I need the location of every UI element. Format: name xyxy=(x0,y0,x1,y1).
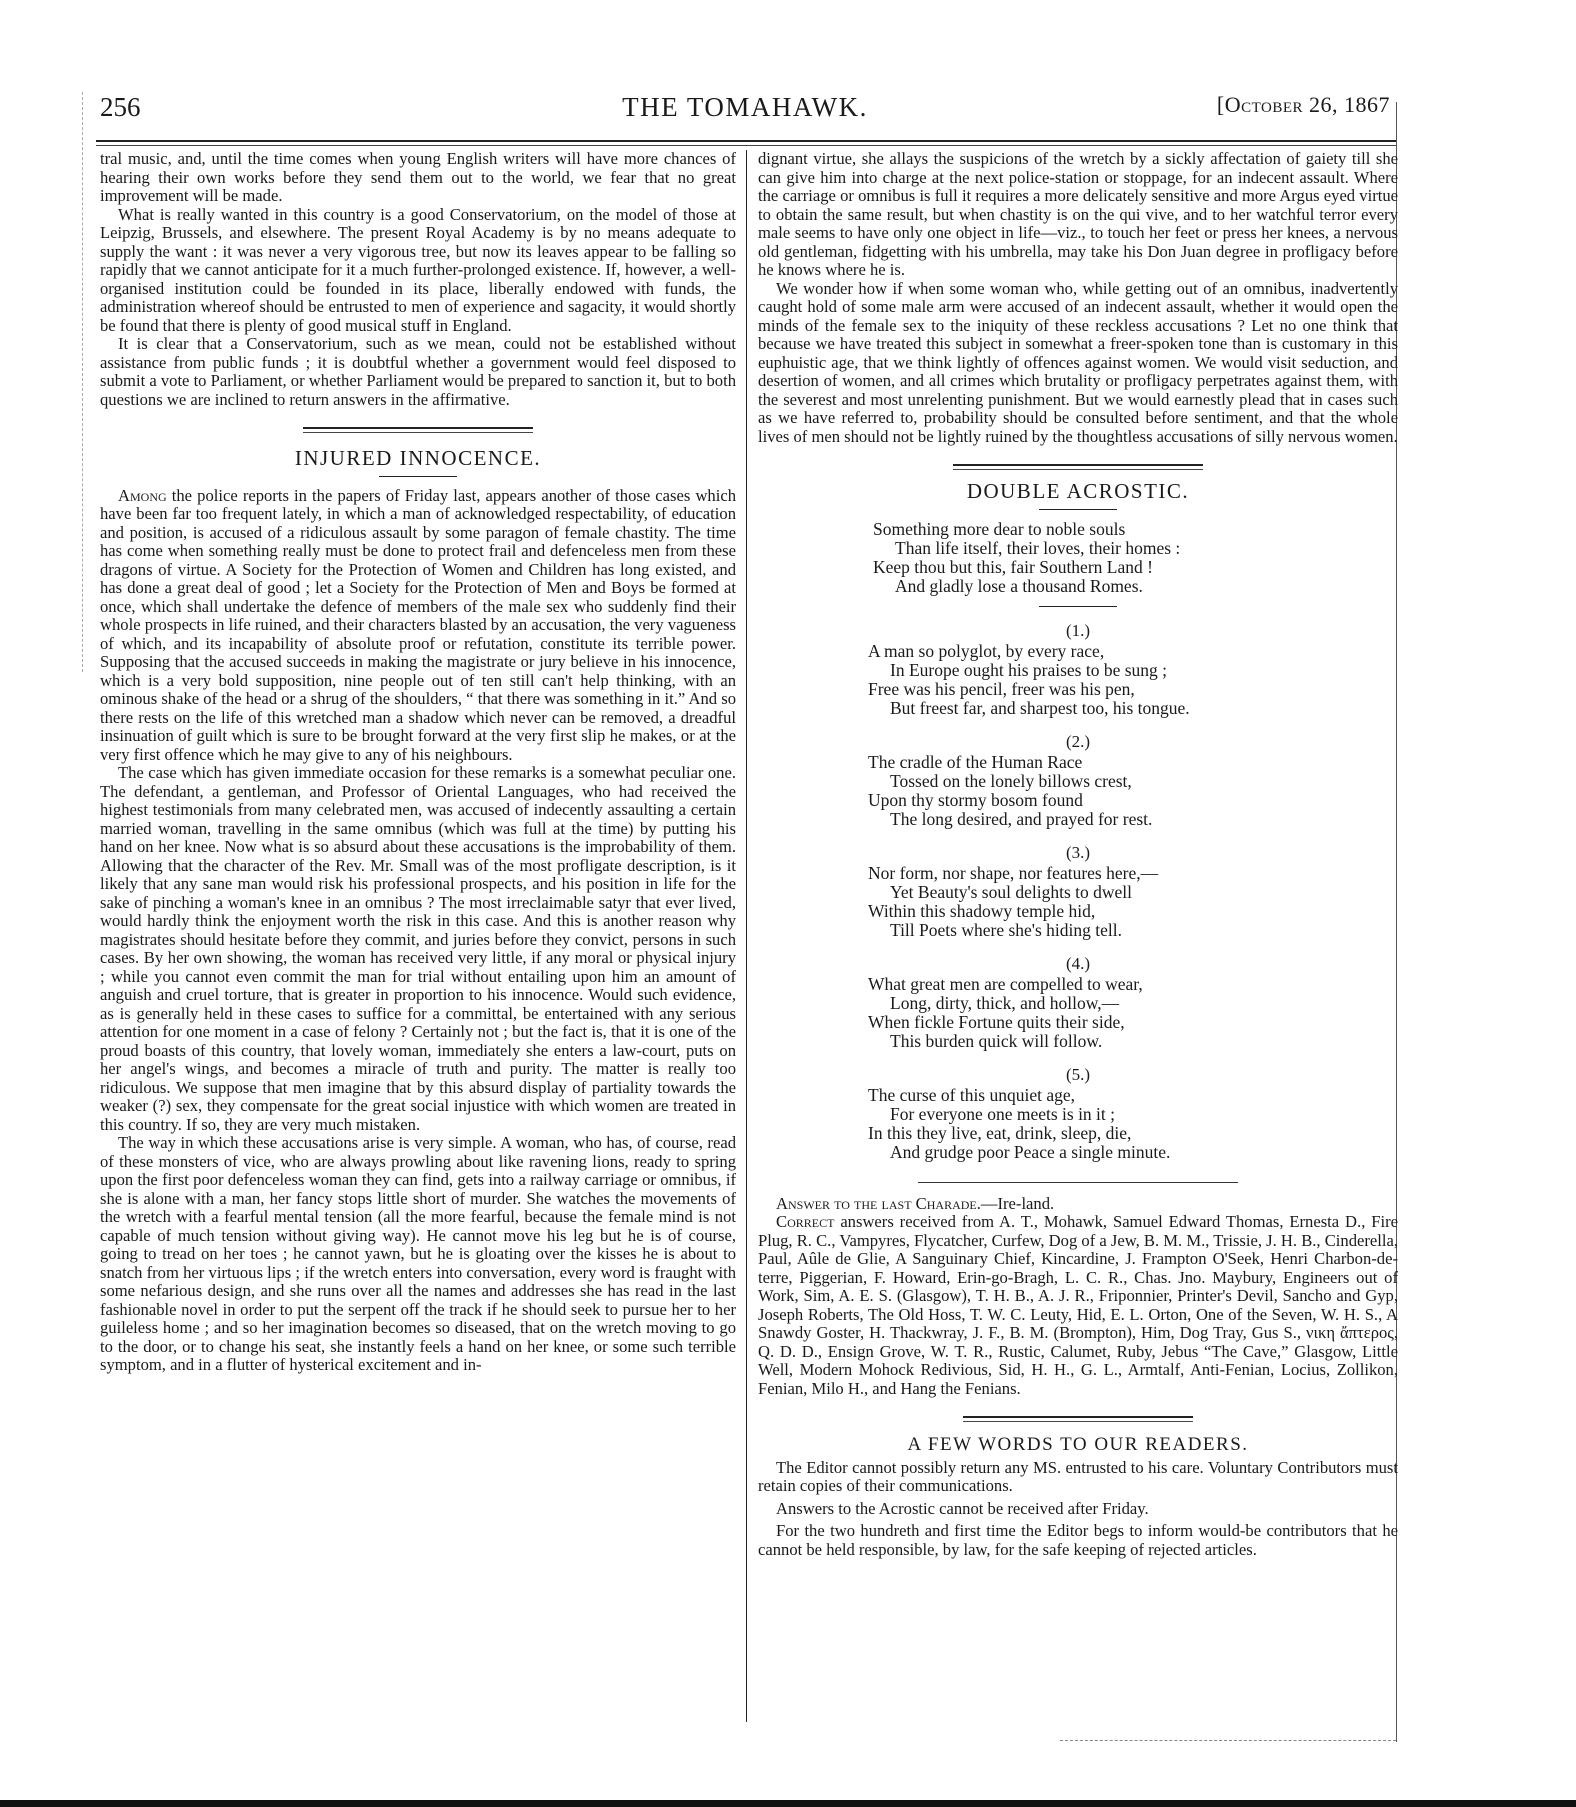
stanza-number: (1.) xyxy=(1065,620,1091,640)
poem-line: What great men are compelled to wear, xyxy=(868,973,1143,994)
poem-line: For everyone one meets is in it ; xyxy=(890,1103,1116,1124)
stanza-5 xyxy=(868,1065,1288,1162)
page-edge-mark xyxy=(82,92,83,672)
article-paragraph: We wonder how if when some woman who, while getting out of an omnibus, inadvertently caught hold of some male arm were accused of an indecent assault, whether it would open the minds of the female sex to the iniquity of these reckless accusations ? Let no one think that because we have treated this subject in somewhat a freer-spoken tone than is customary in this euphuistic age, that we think lightly of offences against women. We would visit seduction, and desertion of women, and all crimes which brutality or profligacy perpetrates against them, with the severest and most unrelenting punishment. But we would earnestly plead that in cases such as we have referred to, probability should be consulted before sentiment, and that the whole lives of men should not be lightly ruined by the thoughtless accusations of silly nervous women. xyxy=(758,278,1398,446)
correct-label: Correct xyxy=(776,1212,835,1231)
stanza-number: (4.) xyxy=(1065,953,1091,973)
left-column xyxy=(100,150,736,1375)
title-rule xyxy=(1039,509,1117,510)
continued-paragraph: dignant virtue, she allays the suspicions of the wretch by a sickly affectation of gaiety till she can give him into charge at the next police-station or stoppage, for an indecent assault. Where the carriage or omnibus is full it requires a more delicately sensitive and more Argus eyed virtue to obtain the same result, but when chastity is on the qui vive, and to her watchful terror every male seems to have only one object in life—viz., to touch her feet or press her knees, a nervous old gentleman, fidgetting with his umbrella, may take his Don Juan degree in profligacy before he knows where he is. xyxy=(758,149,1398,279)
readers-title: A FEW WORDS TO OUR READERS. xyxy=(907,1434,1249,1455)
poem-line: The curse of this unquiet age, xyxy=(868,1084,1076,1105)
poem-line: A man so polyglot, by every race, xyxy=(868,640,1105,661)
header-rule-thin xyxy=(96,145,1396,146)
stanza-3 xyxy=(868,843,1288,940)
readers-paragraph: The Editor cannot possibly return any MS. entrusted to his care. Voluntary Contributors must retain copies of their communications. xyxy=(758,1457,1398,1495)
page-number: 256 xyxy=(100,92,141,122)
poem-line: Yet Beauty's soul delights to dwell xyxy=(890,881,1133,902)
masthead-title: THE TOMAHAWK. xyxy=(622,92,868,122)
header-rule xyxy=(96,140,1396,142)
section-divider xyxy=(953,464,1203,470)
readers-paragraph: Answers to the Acrostic cannot be received after Friday. xyxy=(776,1498,1149,1518)
poem-line: In this they live, eat, drink, sleep, die, xyxy=(868,1122,1132,1143)
drop-word: Among xyxy=(118,485,167,505)
poem-line: The long desired, and prayed for rest. xyxy=(890,808,1153,829)
poem-line: And grudge poor Peace a single minute. xyxy=(890,1141,1171,1162)
acrostic-epigraph xyxy=(873,520,1283,596)
epigraph-line: Than life itself, their loves, their homes : xyxy=(895,537,1181,558)
poem-line: The cradle of the Human Race xyxy=(868,751,1083,772)
section-divider xyxy=(303,427,533,433)
acrostic-title: DOUBLE ACROSTIC. xyxy=(966,479,1190,503)
article-paragraph: the police reports in the papers of Friday last, appears another of those cases which have been far too frequent lately, in which a man of acknowledged respectability, of education and position, is accused of a ridiculous assault by some paragon of female chastity. The time has come when something really must be done to protect frail and defenceless men from these dragons of virtue. A Society for the Protection of Women and Children has long existed, and has done a great deal of good ; let a Society for the Protection of Men and Boys be formed at once, which shall undertake the defence of members of the male sex who suddenly find their whole prospects in life ruined, and their characters blasted by an accusation, the very vagueness of which, and its incapability of absolute proof or refutation, constitute its terrible power. Supposing that the accused succeeds in making the magistrate or jury believe in his innocence, which is a very bold supposition, nine people out of ten still can't help thinking, with an ominous shake of the head or a shrug of the shoulders, “ that there was something in it.” And so there rests on the life of this wretched man a shadow which never can be removed, a dreadful insinuation of guilt which is sure to be brought forward at the very first slip he makes, or at the very first offence which he may give to any of his neighbours. xyxy=(100,485,736,764)
poem-line: In Europe ought his praises to be sung ; xyxy=(890,659,1168,680)
poem-line: Within this shadowy temple hid, xyxy=(868,900,1096,921)
stanza-4 xyxy=(868,954,1288,1051)
stanza-2 xyxy=(868,732,1288,829)
acrostic-stanzas xyxy=(868,621,1288,1162)
epigraph-rule xyxy=(1039,606,1117,607)
footer-rule-fragment xyxy=(1060,1740,1396,1741)
article-paragraph: The case which has given immediate occasion for these remarks is a somewhat peculiar one. The defendant, a gentleman, and Professor of Oriental Languages, who had received the highest testimonials from many celebrated men, was accused of indecently assaulting a certain married woman, travelling in the same omnibus (which was full at the time) by putting his hand on her knee. Now what is so absurd about these accusations is the improbability of them. Allowing that the character of the Rev. Mr. Small was of the most profligate description, is it likely that any sane man would risk his professional prospects, and his position in life for the sake of pinching a woman's knee in an omnibus ? The most irreclaimable satyr that ever lived, would hardly think the enjoyment worth the risk in this case. And this is another reason why magistrates should hesitate before they commit, and juries before they convict, persons in such cases. By her own showing, the woman has received very little, if any moral or physical injury ; while you cannot even commit the man for trial without entailing upon him an amount of anguish and cruel torture, that is greater in proportion to his innocence. Would such evidence, as is generally held in these cases to suffice for a committal, be entertained with any serious attention for one moment in a case of felony ? Certainly not ; but the fact is, that it is one of the proud boasts of this country, that lovely woman, immediately she enters a law-court, puts on her angel's wings, and becomes a miracle of truth and purity. The matter is really too ridiculous. We suppose that men imagine that by this absurd display of partiality towards the weaker (?) sex, they compensate for the great social injustice with which women are treated in this country. If so, they are very much mistaken. xyxy=(100,763,736,1134)
poem-line: Nor form, nor shape, nor features here,— xyxy=(868,862,1159,883)
poem-line: Tossed on the lonely billows crest, xyxy=(890,770,1132,791)
conservatorium-paragraph: What is really wanted in this country is a good Conservatorium, on the model of those at Leipzig, Brussels, and elsewhere. The present Royal Academy is by no means adequate to supply the want : it was never a very vigorous tree, but now its leaves appear to be falling so rapidly that we cannot anticipate for it a much further-prolonged existence. If, however, a well-organised institution could be founded in its place, liberally endowed with funds, the administration whereof should be entrusted to men of experience and sagacity, it would shortly be found that there is plenty of good musical stuff in England. xyxy=(100,204,736,335)
poem-line: But freest far, and sharpest too, his tongue. xyxy=(890,697,1190,718)
poem-line: Till Poets where she's hiding tell. xyxy=(890,919,1122,940)
scan-bottom-edge xyxy=(0,1800,1576,1807)
poem-line: Long, dirty, thick, and hollow,— xyxy=(890,992,1120,1013)
right-column xyxy=(758,150,1398,1559)
poem-line: When fickle Fortune quits their side, xyxy=(868,1011,1125,1032)
article-paragraph: The way in which these accusations arise is very simple. A woman, who has, of course, read of these monsters of vice, who are always prowling about like ravening lions, ready to spring upon the first poor defenceless woman they can find, gets into a railway carriage or omnibus, if she is alone with a man, her fancy stops little short of murder. She watches the movements of the wretch with a fearful mental tension (all the more fearful, because the female mind is not capable of much tension without giving way). He cannot move his leg but he is of course, going to tread on her toes ; he cannot yawn, but he is gloating over the kisses he is about to snatch from her virtuous lips ; if the wretch enters into conversation, every word is fraught with some nefarious design, and she runs over all the names and addresses she has read in the last fashionable novel in order to put the serpent off the track if he should seek to pursue her to her guileless home ; and so her imagination becomes so diseased, that on the wretch moving to go to the door, or to change his seat, she instantly feels a hand on her knee, or some such terrible symptom, and in a flutter of hysterical excitement and in- xyxy=(100,1133,736,1374)
conservatorium-paragraph-2: It is clear that a Conservatorium, such as we mean, could not be established without assistance from public funds ; it is doubtful whether a government would feel disposed to submit a vote to Parliament, or whether Parliament would be prepared to sanction it, but to both questions we are inclined to return answers in the affirmative. xyxy=(100,334,736,409)
epigraph-line: Something more dear to noble souls xyxy=(873,518,1126,539)
issue-date: [October 26, 1867 xyxy=(1216,92,1390,117)
acrostic-end-rule xyxy=(918,1182,1238,1183)
stanza-number: (3.) xyxy=(1065,842,1091,862)
column-divider xyxy=(746,150,747,1722)
correct-answers-list: answers received from A. T., Mohawk, Samuel Edward Thomas, Ernesta D., Fire Plug, R. C., Vampyres, Flycatcher, Curfew, Dog of a Jew, B. M. M., Trissie, J. H. B., Cinderella, Paul, Aûle de Glie, A Sanguinary Chief, Kincardine, J. Frampton O'Seek, Henri Charbon-de-terre, Piggerian, F. Howard, Erin-go-Bragh, L. C. R., Chas. Jno. Maybury, Engineers out of Work, Sim, A. E. S. (Glasgow), T. H. B., A. J. R., Friponnier, Printer's Devil, Sancho and Gyp, Joseph Roberts, The Old Hoss, T. W. C. Leuty, Hid, E. L. Orton, One of the Seven, W. H. S., A Snawdy Goster, H. Thackwray, J. F., B. M. (Brompton), Him, Dog Tray, Gus S., νικη ἄπτερος, Q. D. D., Ensign Grove, W. T. R., Rustic, Calumet, Ruby, Jebus “The Cave,” Glasgow, Little Well, Modern Mohock Redivious, Sid, H. H., G. L., Armtalf, Anti-Fenian, Locius, Zollikon, Fenian, Milo H., and Hang the Fenians. xyxy=(758,1212,1398,1398)
stanza-number: (2.) xyxy=(1065,731,1091,751)
continued-paragraph: tral music, and, until the time comes when young English writers will have more chances of hearing their own works before they send them out to the world, we fear that no great improvement will be made. xyxy=(100,149,736,205)
stanza-number: (5.) xyxy=(1065,1064,1091,1084)
epigraph-line: Keep thou but this, fair Southern Land ! xyxy=(873,556,1153,577)
poem-line: This burden quick will follow. xyxy=(890,1030,1103,1051)
section-divider xyxy=(963,1416,1193,1422)
readers-paragraph: For the two hundreth and first time the Editor begs to inform would-be contributors that he cannot be held responsible, by law, for the safe keeping of rejected articles. xyxy=(758,1521,1398,1559)
poem-line: Free was his pencil, freer was his pen, xyxy=(868,678,1135,699)
title-rule xyxy=(379,476,457,477)
article-title: INJURED INNOCENCE. xyxy=(294,446,542,470)
epigraph-line: And gladly lose a thousand Romes. xyxy=(895,575,1143,596)
charade-answer-label: Answer to the last Charade. xyxy=(776,1193,981,1213)
poem-line: Upon thy stormy bosom found xyxy=(868,789,1083,810)
page-header xyxy=(100,92,1390,136)
charade-answer-value: —Ire-land. xyxy=(980,1193,1055,1213)
stanza-1 xyxy=(868,621,1288,718)
